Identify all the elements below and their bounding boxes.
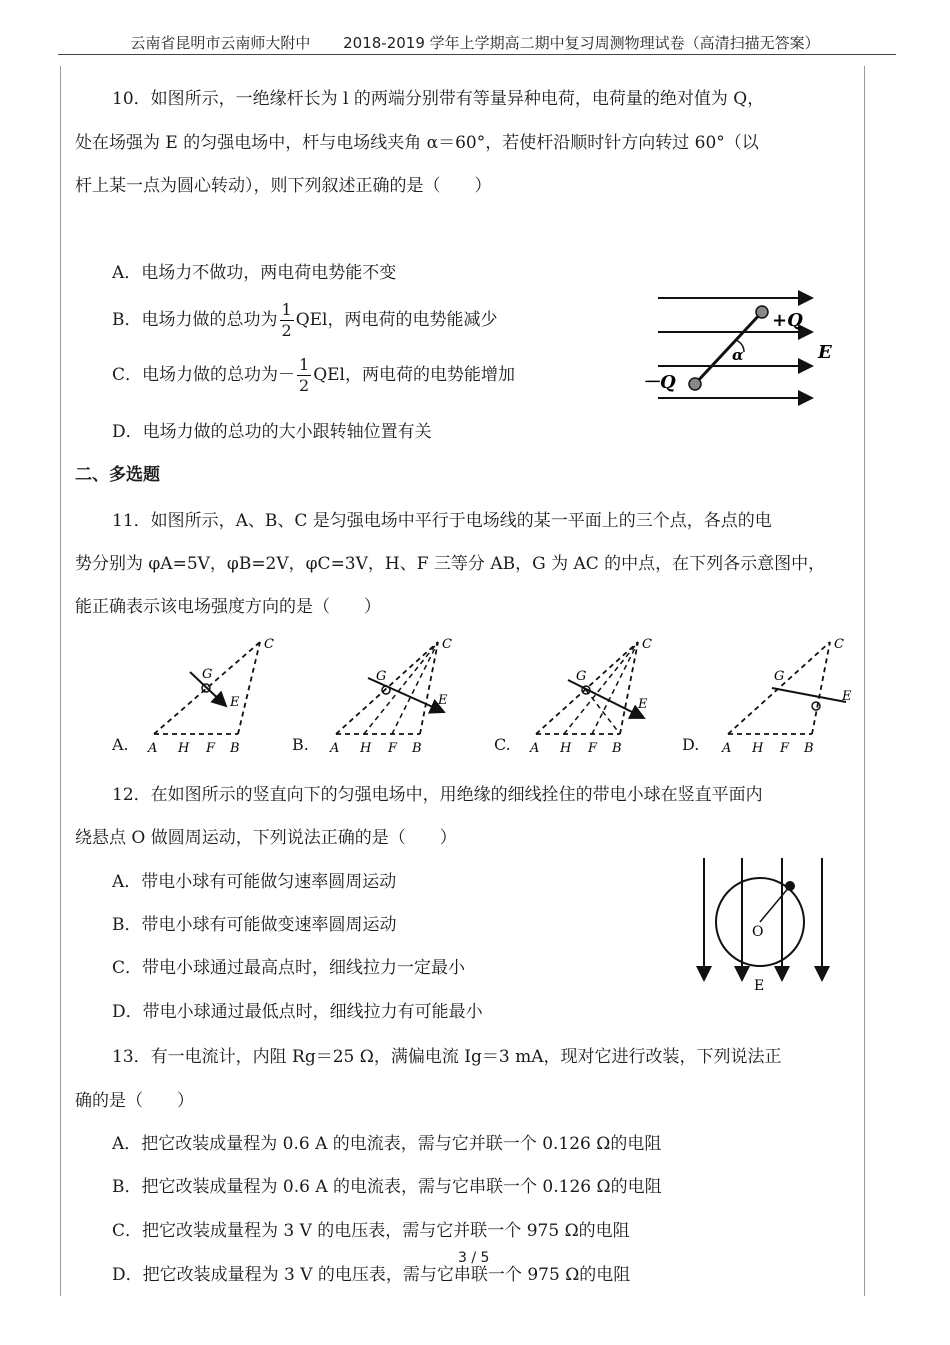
pt-a: A bbox=[148, 741, 158, 756]
q10-line2: 处在场强为 E 的匀强电场中，杆与电场线夹角 α＝60°，若使杆沿顺时针方向转过 60°（以 bbox=[75, 133, 759, 153]
q10-option-d: D．电场力做的总功的大小跟转轴位置有关 bbox=[112, 422, 432, 442]
q10-figure bbox=[640, 288, 840, 413]
pt-g: G bbox=[202, 667, 213, 682]
string bbox=[760, 886, 790, 922]
q12-option-a: A．带电小球有可能做匀速率圆周运动 bbox=[112, 872, 397, 892]
e-label: E bbox=[754, 978, 765, 994]
pt-c: C bbox=[834, 637, 844, 652]
q10-option-b-post: QEl，两电荷的电势能减少 bbox=[295, 310, 498, 330]
right-border bbox=[864, 66, 865, 1296]
header-school: 云南省昆明市云南师大附中 bbox=[130, 34, 311, 52]
page-number: 3 / 5 bbox=[458, 1250, 490, 1266]
plus-q-label: +Q bbox=[772, 310, 803, 331]
header-rule bbox=[58, 54, 896, 55]
e-label: E bbox=[818, 342, 832, 363]
fraction-half bbox=[280, 300, 294, 341]
pt-f: F bbox=[780, 741, 790, 756]
pt-b: B bbox=[612, 741, 622, 756]
q11-option-d-label: D. bbox=[682, 735, 700, 754]
q11-line3: 能正确表示该电场强度方向的是（ ） bbox=[75, 597, 381, 617]
q13-line1: 13．有一电流计，内阻 Rg＝25 Ω，满偏电流 Ig＝3 mA，现对它进行改装，下列说法正 bbox=[112, 1047, 782, 1067]
charged-ball bbox=[785, 881, 795, 891]
pt-a: A bbox=[722, 741, 732, 756]
q11-option-c-figure bbox=[529, 637, 652, 756]
negative-charge bbox=[689, 378, 701, 390]
pt-f: F bbox=[588, 741, 598, 756]
q13-option-d: D．把它改装成量程为 3 V 的电压表，需与它串联一个 975 Ω的电阻 bbox=[112, 1265, 631, 1285]
fraction-half bbox=[297, 355, 311, 396]
q10-option-b bbox=[112, 300, 497, 341]
q13-option-b: B．把它改装成量程为 0.6 A 的电流表，需与它串联一个 0.126 Ω的电阻 bbox=[112, 1177, 662, 1197]
q10-option-c-pre: C．电场力做的总功为－ bbox=[112, 365, 296, 385]
q12-line1: 12．在如图所示的竖直向下的匀强电场中，用绝缘的细线拴住的带电小球在竖直平面内 bbox=[112, 785, 763, 805]
pt-h: H bbox=[178, 741, 190, 756]
q11-option-a-figure bbox=[147, 637, 274, 756]
pt-g: G bbox=[576, 669, 587, 684]
header-title: 2018-2019 学年上学期高二期中复习周测物理试卷（高清扫描无答案） bbox=[343, 34, 820, 52]
q11-option-a-label: A. bbox=[112, 735, 129, 754]
q11-option-b-figure bbox=[329, 637, 452, 756]
q12-option-d: D．带电小球通过最低点时，细线拉力有可能最小 bbox=[112, 1002, 483, 1022]
q12-figure bbox=[690, 850, 840, 995]
pt-a: A bbox=[330, 741, 340, 756]
q11-option-c-label: C. bbox=[494, 735, 511, 754]
pt-f: F bbox=[206, 741, 216, 756]
pt-f: F bbox=[388, 741, 398, 756]
pt-b: B bbox=[412, 741, 422, 756]
pt-e: E bbox=[638, 697, 648, 712]
pt-e: E bbox=[438, 693, 448, 708]
minus-q-label: －Q bbox=[642, 372, 676, 393]
q11-figures bbox=[100, 628, 860, 758]
q11-option-d-figure bbox=[721, 637, 852, 756]
pt-a: A bbox=[530, 741, 540, 756]
section-multi-choice: 二、多选题 bbox=[75, 465, 160, 485]
q13-option-a: A．把它改装成量程为 0.6 A 的电流表，需与它并联一个 0.126 Ω的电阻 bbox=[112, 1134, 662, 1154]
q12-option-c: C．带电小球通过最高点时，细线拉力一定最小 bbox=[112, 958, 466, 978]
q13-line2: 确的是（ ） bbox=[75, 1091, 194, 1111]
frac-num: 1 bbox=[299, 355, 310, 374]
q11-line1: 11．如图所示，A、B、C 是匀强电场中平行于电场线的某一平面上的三个点，各点的电 bbox=[112, 511, 772, 531]
pt-c: C bbox=[264, 637, 274, 652]
positive-charge bbox=[756, 306, 768, 318]
pt-c: C bbox=[642, 637, 652, 652]
pt-h: H bbox=[560, 741, 572, 756]
pt-g: G bbox=[774, 669, 785, 684]
pt-b: B bbox=[804, 741, 814, 756]
q12-option-b: B．带电小球有可能做变速率圆周运动 bbox=[112, 915, 397, 935]
pt-h: H bbox=[752, 741, 764, 756]
alpha-label: α bbox=[732, 346, 744, 364]
q13-option-c: C．把它改装成量程为 3 V 的电压表，需与它并联一个 975 Ω的电阻 bbox=[112, 1221, 630, 1241]
q12-line2: 绕悬点 O 做圆周运动，下列说法正确的是（ ） bbox=[75, 828, 457, 848]
pt-c: C bbox=[442, 637, 452, 652]
pt-b: B bbox=[230, 741, 240, 756]
frac-num: 1 bbox=[281, 300, 292, 319]
pt-g: G bbox=[376, 669, 387, 684]
frac-den: 2 bbox=[299, 376, 310, 395]
q10-option-c-post: QEl，两电荷的电势能增加 bbox=[313, 365, 515, 385]
pt-e: E bbox=[842, 689, 852, 704]
page-header bbox=[0, 32, 950, 53]
q10-option-a: A．电场力不做功，两电荷电势能不变 bbox=[112, 263, 397, 283]
q10-option-c bbox=[112, 355, 515, 396]
q11-line2: 势分别为 φA=5V，φB=2V，φC=3V，H、F 三等分 AB，G 为 AC 的中点，在下列各示意图中， bbox=[75, 554, 826, 574]
pivot-o-label: O bbox=[752, 924, 764, 940]
rod bbox=[695, 312, 762, 384]
q10-option-b-pre: B．电场力做的总功为 bbox=[112, 310, 278, 330]
left-border bbox=[60, 66, 61, 1296]
q11-option-b-label: B. bbox=[292, 735, 309, 754]
frac-den: 2 bbox=[281, 321, 292, 340]
q10-line3: 杆上某一点为圆心转动），则下列叙述正确的是（ ） bbox=[75, 176, 492, 196]
pt-h: H bbox=[360, 741, 372, 756]
pt-e: E bbox=[230, 695, 240, 710]
q10-line1: 10．如图所示，一绝缘杆长为 l 的两端分别带有等量异种电荷，电荷量的绝对值为 Q， bbox=[112, 89, 765, 109]
